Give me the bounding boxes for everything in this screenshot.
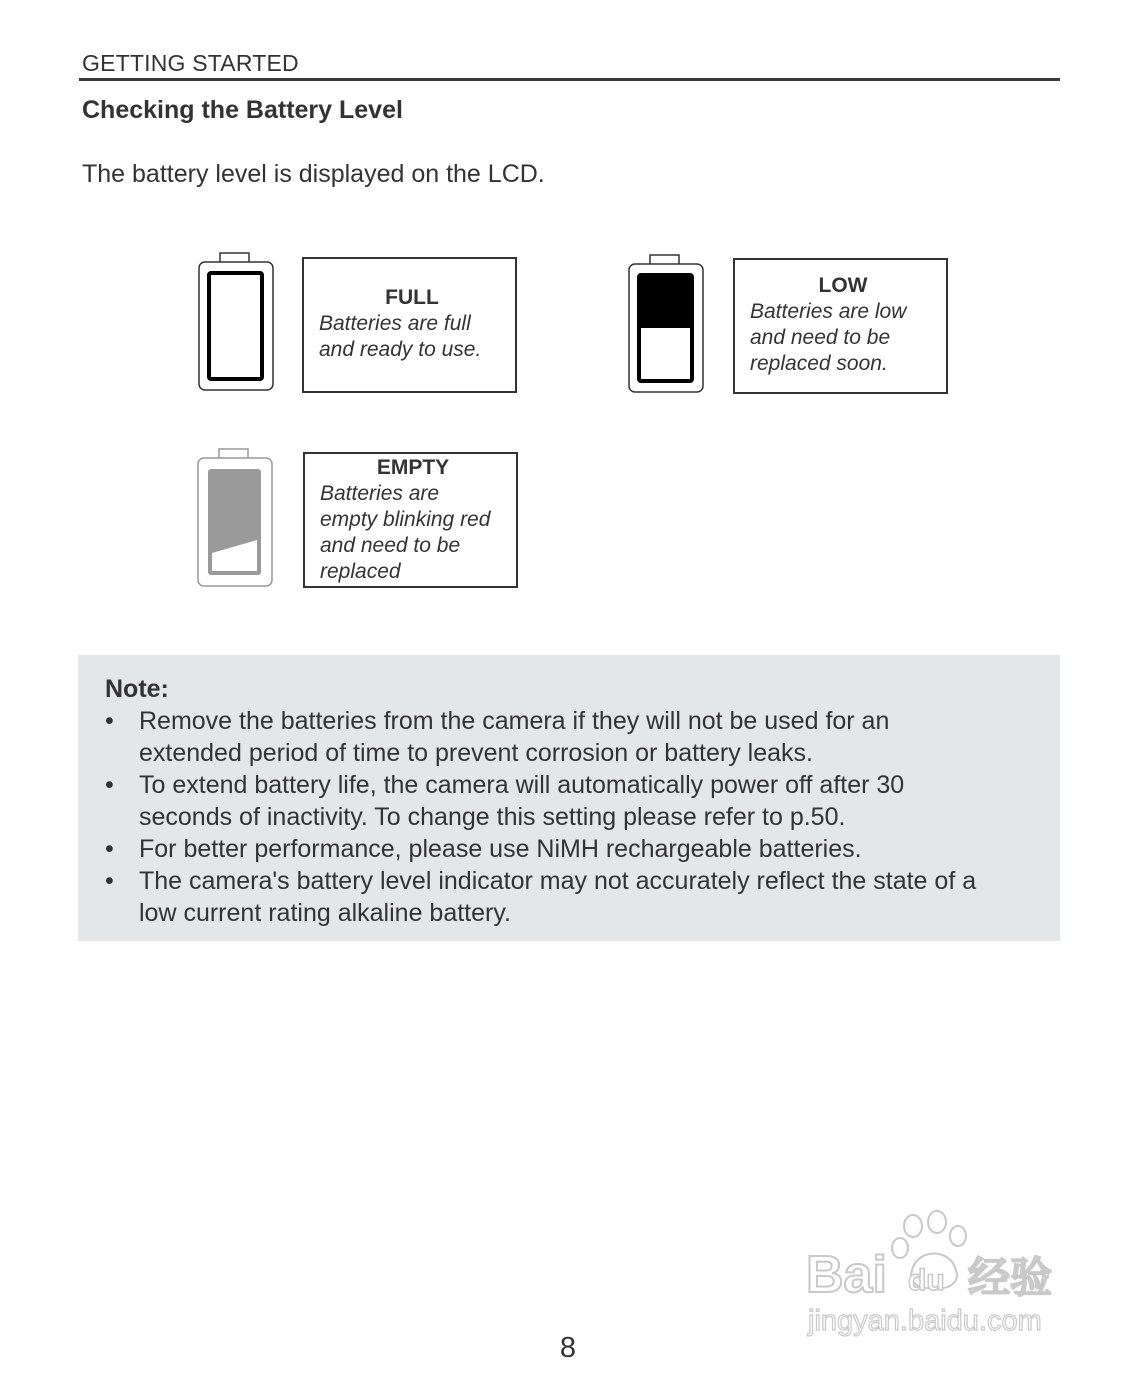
status-desc-line: Batteries are [320, 482, 440, 505]
status-desc-line: and need to be [320, 534, 461, 557]
note-line: seconds of inactivity. To change this setting please refer to p.50. [139, 803, 846, 831]
status-desc-line: and need to be [750, 326, 891, 349]
note-line: For better performance, please use NiMH rechargeable batteries. [139, 835, 862, 863]
note-item [105, 833, 1040, 865]
note-panel [78, 655, 1060, 941]
page-title: Checking the Battery Level [82, 96, 403, 124]
svg-text:jingyan.baidu.com: jingyan.baidu.com [808, 1305, 1042, 1337]
battery-empty-icon [195, 446, 275, 591]
note-line: The camera's battery level indicator may not accurately reflect the state of a [139, 867, 977, 895]
note-line: extended period of time to prevent corrosion or battery leaks. [139, 739, 813, 767]
status-desc-line: and ready to use. [319, 338, 482, 361]
status-box-full [302, 257, 517, 393]
status-title: FULL [385, 286, 439, 309]
battery-full-icon [196, 250, 276, 395]
bullet: • [105, 867, 114, 895]
status-desc-line: empty blinking red [320, 508, 491, 531]
status-desc-line: replaced soon. [750, 352, 888, 375]
page-number: 8 [559, 1332, 577, 1364]
status-box-low [733, 258, 948, 394]
bullet: • [105, 835, 114, 863]
note-line: To extend battery life, the camera will automatically power off after 30 [139, 771, 905, 799]
status-box-empty [303, 452, 518, 588]
bullet: • [105, 707, 114, 735]
battery-low-icon [626, 252, 706, 397]
status-desc-line: Batteries are low [750, 300, 907, 323]
header-divider [79, 78, 1060, 81]
status-title: EMPTY [376, 456, 450, 479]
note-list [105, 705, 1040, 929]
note-item [105, 769, 1040, 833]
note-title: Note: [105, 675, 169, 703]
note-line: Remove the batteries from the camera if they will not be used for an [139, 707, 890, 735]
section-header: GETTING STARTED [82, 50, 299, 76]
status-title: LOW [818, 274, 868, 297]
status-desc-line: replaced [320, 560, 401, 583]
svg-text:经验: 经验 [968, 1253, 1053, 1302]
intro-text: The battery level is displayed on the LCD. [82, 160, 545, 188]
svg-text:Bai: Bai [806, 1246, 887, 1304]
baidu-jingyan-watermark-logo [800, 1210, 1075, 1345]
note-line: low current rating alkaline battery. [139, 899, 511, 927]
status-desc-line: Batteries are full [319, 312, 471, 335]
bullet: • [105, 771, 114, 799]
note-item [105, 865, 1040, 929]
svg-text:du: du [908, 1264, 945, 1297]
note-item [105, 705, 1040, 769]
